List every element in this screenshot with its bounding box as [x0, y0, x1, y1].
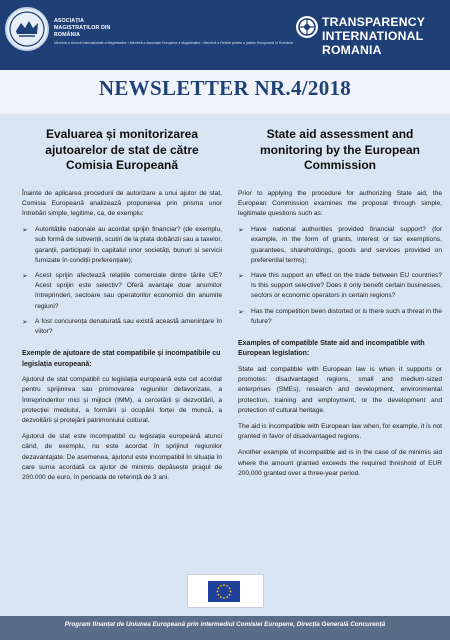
eu-star-icon	[217, 591, 219, 593]
eu-star-icon	[223, 597, 225, 599]
amr-name-line: ROMÂNIA	[54, 32, 81, 38]
eu-logo	[187, 574, 264, 608]
eu-star-icon	[220, 596, 222, 598]
list-item: ➢ A fost concurența denaturată sau există această amenințare în viitor?	[22, 317, 222, 337]
column-heading: State aid assessment and monitoring by the European Commission	[259, 127, 420, 172]
intro-paragraph: Prior to applying the procedure for authorizing State aid, the European Commission examines the proposal through simple, legitimate questions such as:	[238, 189, 442, 217]
eu-star-icon	[217, 587, 219, 589]
list-item: ➢ Autoritățile naționale au acordat sprijin financiar? (de exemplu, sub formă de subvenții, scutiri de la plata dobânzii sau a taxelor, garanții, participații în capitalul unor societăți, bunuri și servicii furnizate în condiții preferențiale);	[22, 225, 222, 266]
amr-name	[54, 18, 110, 39]
ti-line: ROMANIA	[322, 43, 382, 57]
amr-name-line: ASOCIAȚIA	[54, 18, 85, 24]
body-paragraph: State aid compatible with European law is when it supports or promotes: disadvantaged regions, small and medium-sized enterprises (SMEs), research and development, environmental protection, training and employment, or the development and protection of cultural heritage.	[238, 365, 442, 414]
romanian-column	[22, 127, 222, 489]
amr-name-line: MAGISTRAȚILOR DIN	[54, 25, 111, 31]
section-subheading: Exemple de ajutoare de stat compatibile și incompatibile cu legislația europeană:	[22, 350, 221, 368]
body-paragraph: Ajutorul de stat compatibil cu legislația europeană este cel acordat pentru sprijinirea sau promovarea regiunilor defavorizate, a întreprinderilor mici și mijlocii (IMM), a cercetării și dezvoltării, a protecției mediului, a formării și ocupării forței de muncă, a dezvoltării și protejării patrimoniului cultural.	[22, 376, 222, 424]
intro-paragraph: Înainte de aplicarea procedurii de autorizare a unui ajutor de stat, Comisia Europeană analizează propunerea prin prisma unor întrebări simple, legitime, ca, de exemplu:	[22, 189, 222, 217]
body-paragraph: Ajutorul de stat este incompatibil cu legislația europeană atunci când, de exemplu, nu este acordat în sprijinul regiunilor dezavantajate. De asemenea, ajutorul este incompatibil în situația în care suma acordată ca ajutor de minimis depășește pragul de 200.000 de euro, în perioada de referință de 3 ani.	[22, 433, 222, 481]
ti-globe-icon	[296, 16, 318, 38]
question-list	[22, 225, 222, 337]
eu-star-icon	[220, 585, 222, 587]
question-list	[238, 225, 442, 327]
body-paragraph: Another example of incompatible aid is in the case of de minimis aid where the amount granted exceeds the required threshold of EUR 200,000 granted over a three-year period.	[238, 449, 442, 477]
amr-logo	[5, 7, 49, 51]
footer-band	[0, 616, 450, 640]
eu-star-icon	[229, 587, 231, 589]
ti-line: TRANSPARENCY	[322, 15, 426, 29]
ti-wordmark	[322, 15, 425, 57]
section-subheading: Examples of compatible State aid and incompatible with European legislation:	[238, 339, 425, 358]
body-paragraph: The aid is incompatible with European law when, for example, it is not granted in favor of disadvantaged regions.	[238, 422, 442, 441]
eu-star-icon	[229, 594, 231, 596]
english-column	[238, 127, 442, 485]
eu-star-icon	[226, 585, 228, 587]
eu-star-icon	[217, 594, 219, 596]
eu-star-icon	[223, 584, 225, 586]
column-heading: Evaluarea și monitorizarea ajutoarelor de stat de către Comisia Europeană	[45, 127, 199, 172]
transparency-international-logo	[296, 13, 446, 57]
header-banner	[0, 0, 450, 70]
ti-line: INTERNATIONAL	[322, 29, 424, 43]
list-item: ➢ Has the competition been distorted or is there such a threat in the future?	[238, 307, 442, 327]
list-item: ➢ Have this support an effect on the trade between EU countries? Is this support selective? Does it only benefit certain businesses, sectors or economic operators in certain regions?	[238, 271, 442, 302]
amr-tagline: Membră a Uniunii Internaționale a Magistraților • Membră a Asociației Europene a Magistraților • Membră a Rețelei pentru o justiție Europeană în România	[54, 41, 293, 45]
eu-star-icon	[230, 591, 232, 593]
list-item: ➢ Have national authorities provided financial support? (for example, in the form of grants, interest or tax exemptions, guarantees, shareholdings, goods and services provided on preferential terms);	[238, 225, 442, 266]
eu-star-icon	[226, 596, 228, 598]
eu-flag-icon	[208, 581, 240, 602]
funding-footer: Program finanțat de Uniunea Europeană prin intermediul Comisiei Europene, Direcția Generală Concurență	[64, 621, 386, 628]
list-item: ➢ Acest sprijin afectează relațiile comerciale dintre țările UE? Acest sprijin este selectiv? Oferă avantaje doar anumitor întreprinderi, sectoare sau operatorilor economici din anumite regiuni?	[22, 271, 222, 312]
newsletter-title: NEWSLETTER NR.4/2018	[98, 76, 352, 100]
